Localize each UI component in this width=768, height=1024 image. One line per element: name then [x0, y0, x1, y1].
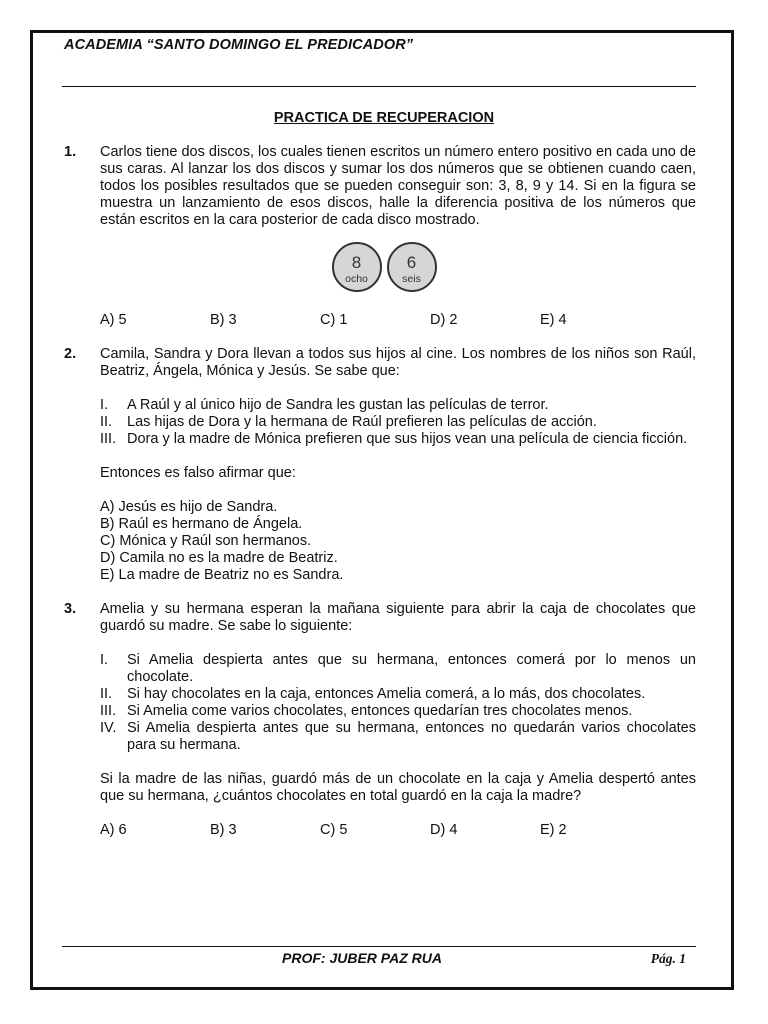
option: B) Raúl es hermano de Ángela. [100, 516, 303, 532]
option: C) 5 [320, 822, 348, 838]
option: A) 5 [100, 312, 127, 328]
statement [100, 703, 696, 720]
question-number: 3. [64, 601, 77, 617]
option: C) Mónica y Raúl son hermanos. [100, 533, 312, 549]
roman-numeral: IV. [100, 720, 117, 736]
statement [100, 720, 696, 754]
statement [100, 397, 696, 414]
option: C) 1 [320, 312, 348, 328]
statement-text: Si Amelia despierta antes que su hermana, entonces comerá por lo menos un chocolate. [127, 652, 696, 685]
header-rule [62, 86, 696, 87]
question-3 [64, 601, 696, 839]
roman-numeral: I. [100, 652, 109, 668]
question-1 [64, 144, 696, 329]
statement-list [100, 652, 696, 754]
statement-text: A Raúl y al único hijo de Sandra les gustan las películas de terror. [127, 397, 549, 413]
question-text: Camila, Sandra y Dora llevan a todos sus hijos al cine. Los nombres de los niños son Raúl, Beatriz, Ángela, Mónica y Jesús. Se sabe que: [100, 346, 696, 379]
statement-list [100, 397, 696, 448]
question-prompt: Si la madre de las niñas, guardó más de un chocolate en la caja y Amelia despertó antes que su hermana, ¿cuántos chocolates en total guardó en la caja la madre? [100, 771, 696, 804]
option: E) 4 [540, 312, 567, 328]
option: A) 6 [100, 822, 127, 838]
statement-text: Si hay chocolates en la caja, entonces Amelia comerá, a lo más, dos chocolates. [127, 686, 646, 702]
statement [100, 414, 696, 431]
option: A) Jesús es hijo de Sandra. [100, 499, 278, 515]
roman-numeral: II. [100, 686, 113, 702]
statement-text: Si Amelia despierta antes que su hermana, entonces no quedarán varios chocolates para su hermana. [127, 720, 696, 753]
option: E) 2 [540, 822, 567, 838]
document-title: PRACTICA DE RECUPERACION [273, 110, 495, 126]
disc-number: 8 [351, 253, 362, 272]
disc [332, 242, 382, 292]
option: E) La madre de Beatriz no es Sandra. [100, 567, 344, 583]
roman-numeral: II. [100, 414, 113, 430]
question-text: Amelia y su hermana esperan la mañana siguiente para abrir la caja de chocolates que guardó su madre. Se sabe lo siguiente: [100, 601, 696, 634]
disc-number: 6 [406, 253, 417, 272]
option: D) 2 [430, 312, 458, 328]
roman-numeral: III. [100, 703, 117, 719]
answer-options [100, 312, 696, 329]
roman-numeral: III. [100, 431, 117, 447]
question-prompt: Entonces es falso afirmar que: [100, 465, 296, 481]
statement [100, 431, 696, 448]
option: D) Camila no es la madre de Beatriz. [100, 550, 338, 566]
question-text: Carlos tiene dos discos, los cuales tienen escritos un número entero positivo en cada uno de sus caras. Al lanzar los dos discos y sumar los dos números que se obtienen cuando caen, todos los posibles resultados que se pueden conseguir son: 3, 8, 9 y 14. Si en la figura se muestra un lanzamiento de esos discos, halle la diferencia positiva de los números que están escritos en la cara posterior de cada disco mostrado. [100, 144, 696, 228]
statement-text: Dora y la madre de Mónica prefieren que sus hijos vean una película de ciencia ficción. [127, 431, 688, 447]
statement-text: Las hijas de Dora y la hermana de Raúl prefieren las películas de acción. [127, 414, 597, 430]
questions [64, 144, 696, 839]
question-2 [64, 346, 696, 584]
option: D) 4 [430, 822, 458, 838]
statement [100, 686, 696, 703]
disc [387, 242, 437, 292]
academy-name: ACADEMIA “SANTO DOMINGO EL PREDICADOR” [64, 37, 414, 53]
disc-word: seis [402, 273, 421, 285]
option: B) 3 [210, 312, 237, 328]
footer-rule [62, 946, 696, 947]
answer-options [100, 499, 696, 584]
question-number: 2. [64, 346, 77, 362]
statement [100, 652, 696, 686]
page-number: Pág. 1 [650, 951, 686, 966]
disc-word: ocho [345, 273, 368, 285]
question-number: 1. [64, 144, 77, 160]
professor-name: PROF: JUBER PAZ RUA [282, 950, 442, 966]
statement-text: Si Amelia come varios chocolates, entonces quedarían tres chocolates menos. [127, 703, 633, 719]
answer-options [100, 822, 696, 839]
roman-numeral: I. [100, 397, 109, 413]
option: B) 3 [210, 822, 237, 838]
discs-figure [100, 242, 696, 292]
